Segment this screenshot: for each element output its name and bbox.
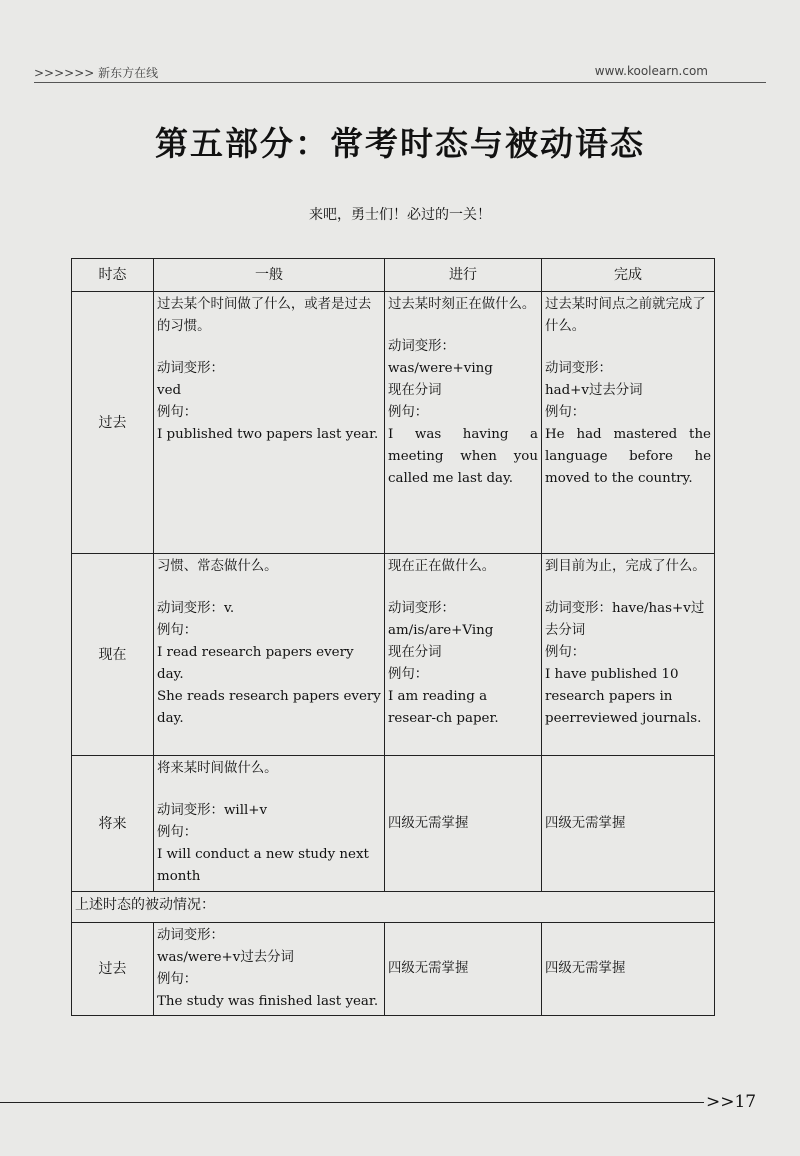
column-header: 一般 [154,259,385,292]
cell-example-label: 例句： [157,405,198,420]
cell-form: ved [157,383,182,398]
cell-form-label: 动词变形： [388,339,455,354]
page-title: 第五部分：常考时态与被动语态 [155,124,645,163]
row-label: 过去 [72,292,154,554]
cell-past-perfect [542,292,715,554]
cell-past-simple [154,292,385,554]
cell-form: 动词变形：v. [157,601,235,616]
cell-participle: 现在分词 [388,383,442,398]
cell-example-label: 例句： [545,645,586,660]
row-label: 现在 [72,554,154,756]
cell-form: was/were+v过去分词 [157,950,294,965]
cell-desc: 到目前为止，完成了什么。 [545,559,706,574]
cell-present-progressive [385,554,542,756]
table-row-passive-heading [72,892,715,923]
cell-future-progressive: 四级无需掌握 [385,756,542,892]
cell-example: I have published 10 research papers in peerreviewed journals. [545,667,702,726]
cell-form-label: 动词变形： [388,601,455,616]
header-url: www.koolearn.com [594,64,708,78]
cell-example-label: 例句： [388,405,429,420]
table-row-future [72,756,715,892]
cell-form-label: 动词变形： [157,361,224,376]
cell-desc: 现在正在做什么。 [388,559,496,574]
table-row-past [72,292,715,554]
cell-present-perfect [542,554,715,756]
cell-form-label: 动词变形： [545,361,612,376]
cell-form-label: 动词变形： [157,928,224,943]
cell-past-progressive [385,292,542,554]
page-number: >>17 [706,1092,757,1112]
tense-table [71,258,715,1016]
cell-example: I am reading a resear-ch paper. [388,689,499,726]
cell-participle: 现在分词 [388,645,442,660]
cell-passive-past-perfect: 四级无需掌握 [542,923,715,1016]
cell-desc: 过去某个时间做了什么，或者是过去的习惯。 [157,297,372,334]
cell-future-perfect: 四级无需掌握 [542,756,715,892]
table-row-passive-past [72,923,715,1016]
column-header: 时态 [72,259,154,292]
cell-form: had+v过去分词 [545,383,643,398]
cell-example-label: 例句： [157,825,198,840]
cell-example-label: 例句： [545,405,586,420]
cell-desc: 习惯、常态做什么。 [157,559,278,574]
cell-example-label: 例句： [157,623,198,638]
table-row-present [72,554,715,756]
cell-example-label: 例句： [388,667,429,682]
header-brand: >>>>>> 新东方在线 [34,66,159,80]
column-header: 进行 [385,259,542,292]
cell-future-simple [154,756,385,892]
cell-form: am/is/are+Ving [388,623,494,638]
table-header-row [72,259,715,292]
row-label: 过去 [72,923,154,1016]
cell-form: 动词变形：have/has+v过去分词 [545,601,705,638]
cell-desc: 过去某时间点之前就完成了什么。 [545,297,706,334]
cell-example: The study was finished last year. [157,994,379,1009]
passive-heading: 上述时态的被动情况： [72,892,715,923]
row-label: 将来 [72,756,154,892]
cell-example: He had mastered the language before he moved to the country. [545,427,711,486]
footer-divider [0,1102,704,1103]
header-divider [34,82,766,83]
cell-example: I was having a meeting when you called me last day. [388,427,538,486]
cell-passive-past-progressive: 四级无需掌握 [385,923,542,1016]
cell-desc: 将来某时间做什么。 [157,761,278,776]
cell-example: I published two papers last year. [157,427,379,442]
column-header: 完成 [542,259,715,292]
cell-present-simple [154,554,385,756]
page-subtitle: 来吧，勇士们！必过的一关！ [309,207,491,223]
cell-example: She reads research papers every day. [157,689,381,726]
cell-passive-past-simple [154,923,385,1016]
cell-example-label: 例句： [157,972,198,987]
cell-form: 动词变形：will+v [157,803,268,818]
cell-example: I will conduct a new study next month [157,847,369,884]
cell-example: I read research papers every day. [157,645,354,682]
cell-desc: 过去某时刻正在做什么。 [388,297,536,312]
cell-form: was/were+ving [388,361,493,376]
